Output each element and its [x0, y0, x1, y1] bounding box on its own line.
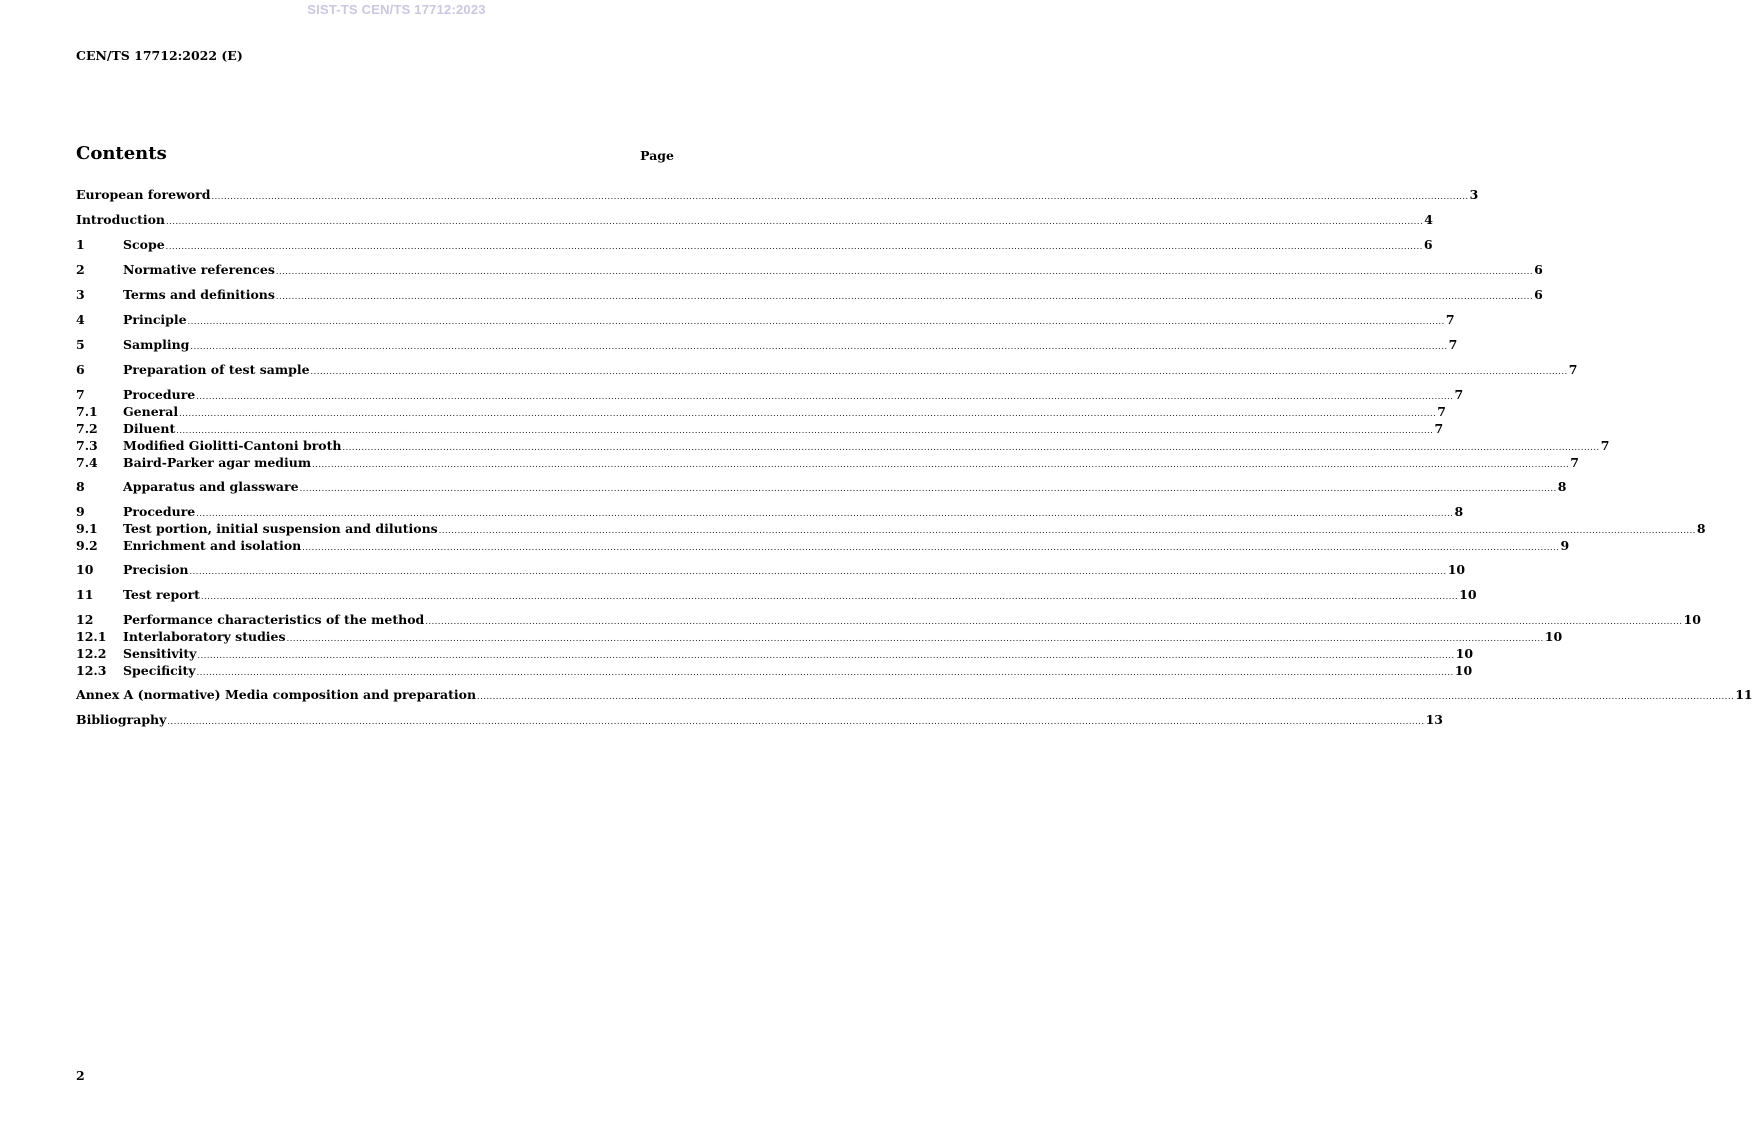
toc-dot-leader: ................................................................................................................................................................................................................................................................................................................................................................................................................ [179, 409, 1437, 418]
footer-page-number: 2 [76, 1068, 85, 1083]
toc-entry-page: 10 [1459, 587, 1477, 602]
toc-entry-page: 7 [1568, 362, 1578, 377]
toc-entry-page: 10 [1683, 612, 1701, 627]
toc-entry-number: 7.4 [76, 455, 98, 470]
toc-entry-title: Test report [123, 587, 200, 602]
toc-dot-leader: ................................................................................................................................................................................................................................................................................................................................................................................................................ [310, 367, 1568, 376]
toc-entry-page: 6 [1423, 237, 1433, 252]
toc-entry-title: Interlaboratory studies [123, 629, 286, 644]
toc-entry[interactable] [76, 403, 1446, 420]
toc-dot-leader: ................................................................................................................................................................................................................................................................................................................................................................................................................ [167, 717, 1425, 726]
toc-entry[interactable] [76, 211, 1433, 228]
toc-entry-title: Modified Giolitti-Cantoni broth [123, 438, 342, 453]
toc-entry[interactable] [76, 361, 1578, 378]
toc-entry-title: Performance characteristics of the method [123, 612, 425, 627]
toc-heading [76, 143, 674, 167]
toc-entry[interactable] [76, 662, 1473, 679]
toc-entry-title: Diluent [123, 421, 176, 436]
toc-entry[interactable] [76, 503, 1464, 520]
toc-entry[interactable] [76, 645, 1474, 662]
toc-entry[interactable] [76, 186, 1479, 203]
toc-entry-number: 3 [76, 287, 85, 302]
document-identifier: CEN/TS 17712:2022 (E) [76, 48, 243, 63]
toc-entry-number: 8 [76, 479, 85, 494]
toc-entry[interactable] [76, 711, 1443, 728]
toc-entry-number: 10 [76, 562, 94, 577]
toc-dot-leader: ................................................................................................................................................................................................................................................................................................................................................................................................................ [302, 543, 1560, 552]
toc-entry-title: Procedure [123, 387, 196, 402]
toc-entry[interactable] [76, 236, 1433, 253]
toc-entry-title: Procedure [123, 504, 196, 519]
toc-entry[interactable] [76, 628, 1563, 645]
toc-entry-page: 9 [1560, 538, 1570, 553]
toc-entry-title: Apparatus and glassware [123, 479, 299, 494]
toc-dot-leader: ................................................................................................................................................................................................................................................................................................................................................................................................................ [312, 460, 1570, 469]
toc-entry-page: 8 [1454, 504, 1464, 519]
toc-dot-leader: ................................................................................................................................................................................................................................................................................................................................................................................................................ [190, 342, 1448, 351]
toc-dot-leader: ................................................................................................................................................................................................................................................................................................................................................................................................................ [196, 392, 1454, 401]
toc-entry-page: 10 [1454, 663, 1473, 678]
toc-dot-leader: ................................................................................................................................................................................................................................................................................................................................................................................................................ [299, 484, 1557, 493]
toc-entry-title: Introduction [76, 212, 166, 227]
toc-entry-number: 7.1 [76, 404, 98, 419]
toc-dot-leader: ................................................................................................................................................................................................................................................................................................................................................................................................................ [196, 668, 1454, 677]
toc-entry[interactable] [76, 520, 1706, 537]
toc-dot-leader: ................................................................................................................................................................................................................................................................................................................................................................................................................ [211, 192, 1469, 201]
toc-entry[interactable] [76, 437, 1610, 454]
toc-entry-number: 7.2 [76, 421, 98, 436]
toc-dot-leader: ................................................................................................................................................................................................................................................................................................................................................................................................................ [438, 526, 1696, 535]
toc-list [76, 186, 1753, 728]
toc-dot-leader: ................................................................................................................................................................................................................................................................................................................................................................................................................ [176, 426, 1434, 435]
toc-page-column-label: Page [640, 148, 674, 163]
toc-entry-title: Test portion, initial suspension and dilutions [123, 521, 438, 536]
toc-entry-title: Normative references [123, 262, 275, 277]
toc-dot-leader: ................................................................................................................................................................................................................................................................................................................................................................................................................ [196, 509, 1454, 518]
toc-entry-page: 10 [1544, 629, 1563, 644]
toc-entry-number: 6 [76, 362, 85, 377]
toc-entry-page: 10 [1455, 646, 1474, 661]
toc-dot-leader: ................................................................................................................................................................................................................................................................................................................................................................................................................ [275, 292, 1534, 301]
toc-entry-page: 7 [1445, 312, 1455, 327]
toc-entry-page: 7 [1434, 421, 1444, 436]
toc-entry-number: 12.2 [76, 646, 107, 661]
toc-entry[interactable] [76, 261, 1543, 278]
toc-entry-page: 13 [1425, 712, 1443, 727]
toc-dot-leader: ................................................................................................................................................................................................................................................................................................................................................................................................................ [425, 617, 1683, 626]
toc-entry-title: Precision [123, 562, 189, 577]
toc-entry-page: 6 [1534, 287, 1543, 302]
toc-entry-number: 9 [76, 504, 85, 519]
toc-entry[interactable] [76, 311, 1455, 328]
toc-entry-number: 7 [76, 387, 85, 402]
toc-entry-title: Scope [123, 237, 165, 252]
toc-dot-leader: ................................................................................................................................................................................................................................................................................................................................................................................................................ [342, 443, 1600, 452]
toc-entry-page: 7 [1454, 387, 1464, 402]
toc-entry-page: 7 [1570, 455, 1579, 470]
toc-entry-page: 7 [1448, 337, 1458, 352]
toc-dot-leader: ................................................................................................................................................................................................................................................................................................................................................................................................................ [165, 242, 1423, 251]
toc-dot-leader: ................................................................................................................................................................................................................................................................................................................................................................................................................ [189, 567, 1447, 576]
toc-entry-title: Principle [123, 312, 187, 327]
toc-dot-leader: ................................................................................................................................................................................................................................................................................................................................................................................................................ [286, 634, 1544, 643]
toc-entry-number: 2 [76, 262, 85, 277]
toc-entry-page: 6 [1534, 262, 1543, 277]
toc-entry-number: 1 [76, 237, 85, 252]
toc-entry-number: 11 [76, 587, 94, 602]
toc-entry-page: 7 [1437, 404, 1446, 419]
toc-entry-page: 8 [1557, 479, 1567, 494]
toc-entry-number: 12.1 [76, 629, 107, 644]
toc-entry[interactable] [76, 386, 1464, 403]
toc-dot-leader: ................................................................................................................................................................................................................................................................................................................................................................................................................ [197, 651, 1455, 660]
toc-entry-title: Terms and definitions [123, 287, 275, 302]
toc-entry-number: 4 [76, 312, 85, 327]
toc-entry-title: European foreword [76, 187, 211, 202]
toc-entry[interactable] [76, 420, 1444, 437]
toc-entry[interactable] [76, 586, 1477, 603]
toc-entry-title: Bibliography [76, 712, 167, 727]
toc-entry-page: 10 [1447, 562, 1466, 577]
toc-entry-number: 5 [76, 337, 85, 352]
toc-entry-title: Baird-Parker agar medium [123, 455, 312, 470]
watermark: SIST-TS CEN/TS 17712:2023 [307, 2, 486, 17]
toc-entry-title: Sensitivity [123, 646, 197, 661]
toc-entry[interactable] [76, 454, 1579, 471]
toc-entry-title: Specificity [123, 663, 196, 678]
toc-entry-title: Annex A (normative) Media composition and preparation [76, 687, 477, 702]
toc-dot-leader: ................................................................................................................................................................................................................................................................................................................................................................................................................ [275, 267, 1534, 276]
toc-entry[interactable] [76, 561, 1466, 578]
toc-entry-title: Preparation of test sample [123, 362, 310, 377]
toc-entry-title: Sampling [123, 337, 190, 352]
toc-title: Contents [76, 143, 167, 164]
toc-entry-number: 12.3 [76, 663, 107, 678]
toc-entry[interactable] [76, 537, 1570, 554]
toc-entry-number: 7.3 [76, 438, 98, 453]
toc-dot-leader: ................................................................................................................................................................................................................................................................................................................................................................................................................ [477, 692, 1735, 701]
toc-entry[interactable] [76, 478, 1567, 495]
toc-entry[interactable] [76, 286, 1543, 303]
toc-entry[interactable] [76, 611, 1701, 628]
toc-entry-number: 9.1 [76, 521, 98, 536]
toc-entry-title: Enrichment and isolation [123, 538, 302, 553]
toc-entry[interactable] [76, 686, 1753, 703]
toc-entry-number: 9.2 [76, 538, 98, 553]
toc-dot-leader: ................................................................................................................................................................................................................................................................................................................................................................................................................ [200, 592, 1459, 601]
toc-entry-page: 11 [1735, 687, 1753, 702]
toc-entry-title: General [123, 404, 179, 419]
toc-dot-leader: ................................................................................................................................................................................................................................................................................................................................................................................................................ [166, 217, 1424, 226]
toc-entry-number: 12 [76, 612, 94, 627]
toc-entry-page: 4 [1424, 212, 1433, 227]
toc-entry-page: 3 [1469, 187, 1479, 202]
toc-dot-leader: ................................................................................................................................................................................................................................................................................................................................................................................................................ [187, 317, 1445, 326]
toc-entry[interactable] [76, 336, 1458, 353]
toc-entry-page: 8 [1696, 521, 1706, 536]
toc-entry-page: 7 [1600, 438, 1610, 453]
